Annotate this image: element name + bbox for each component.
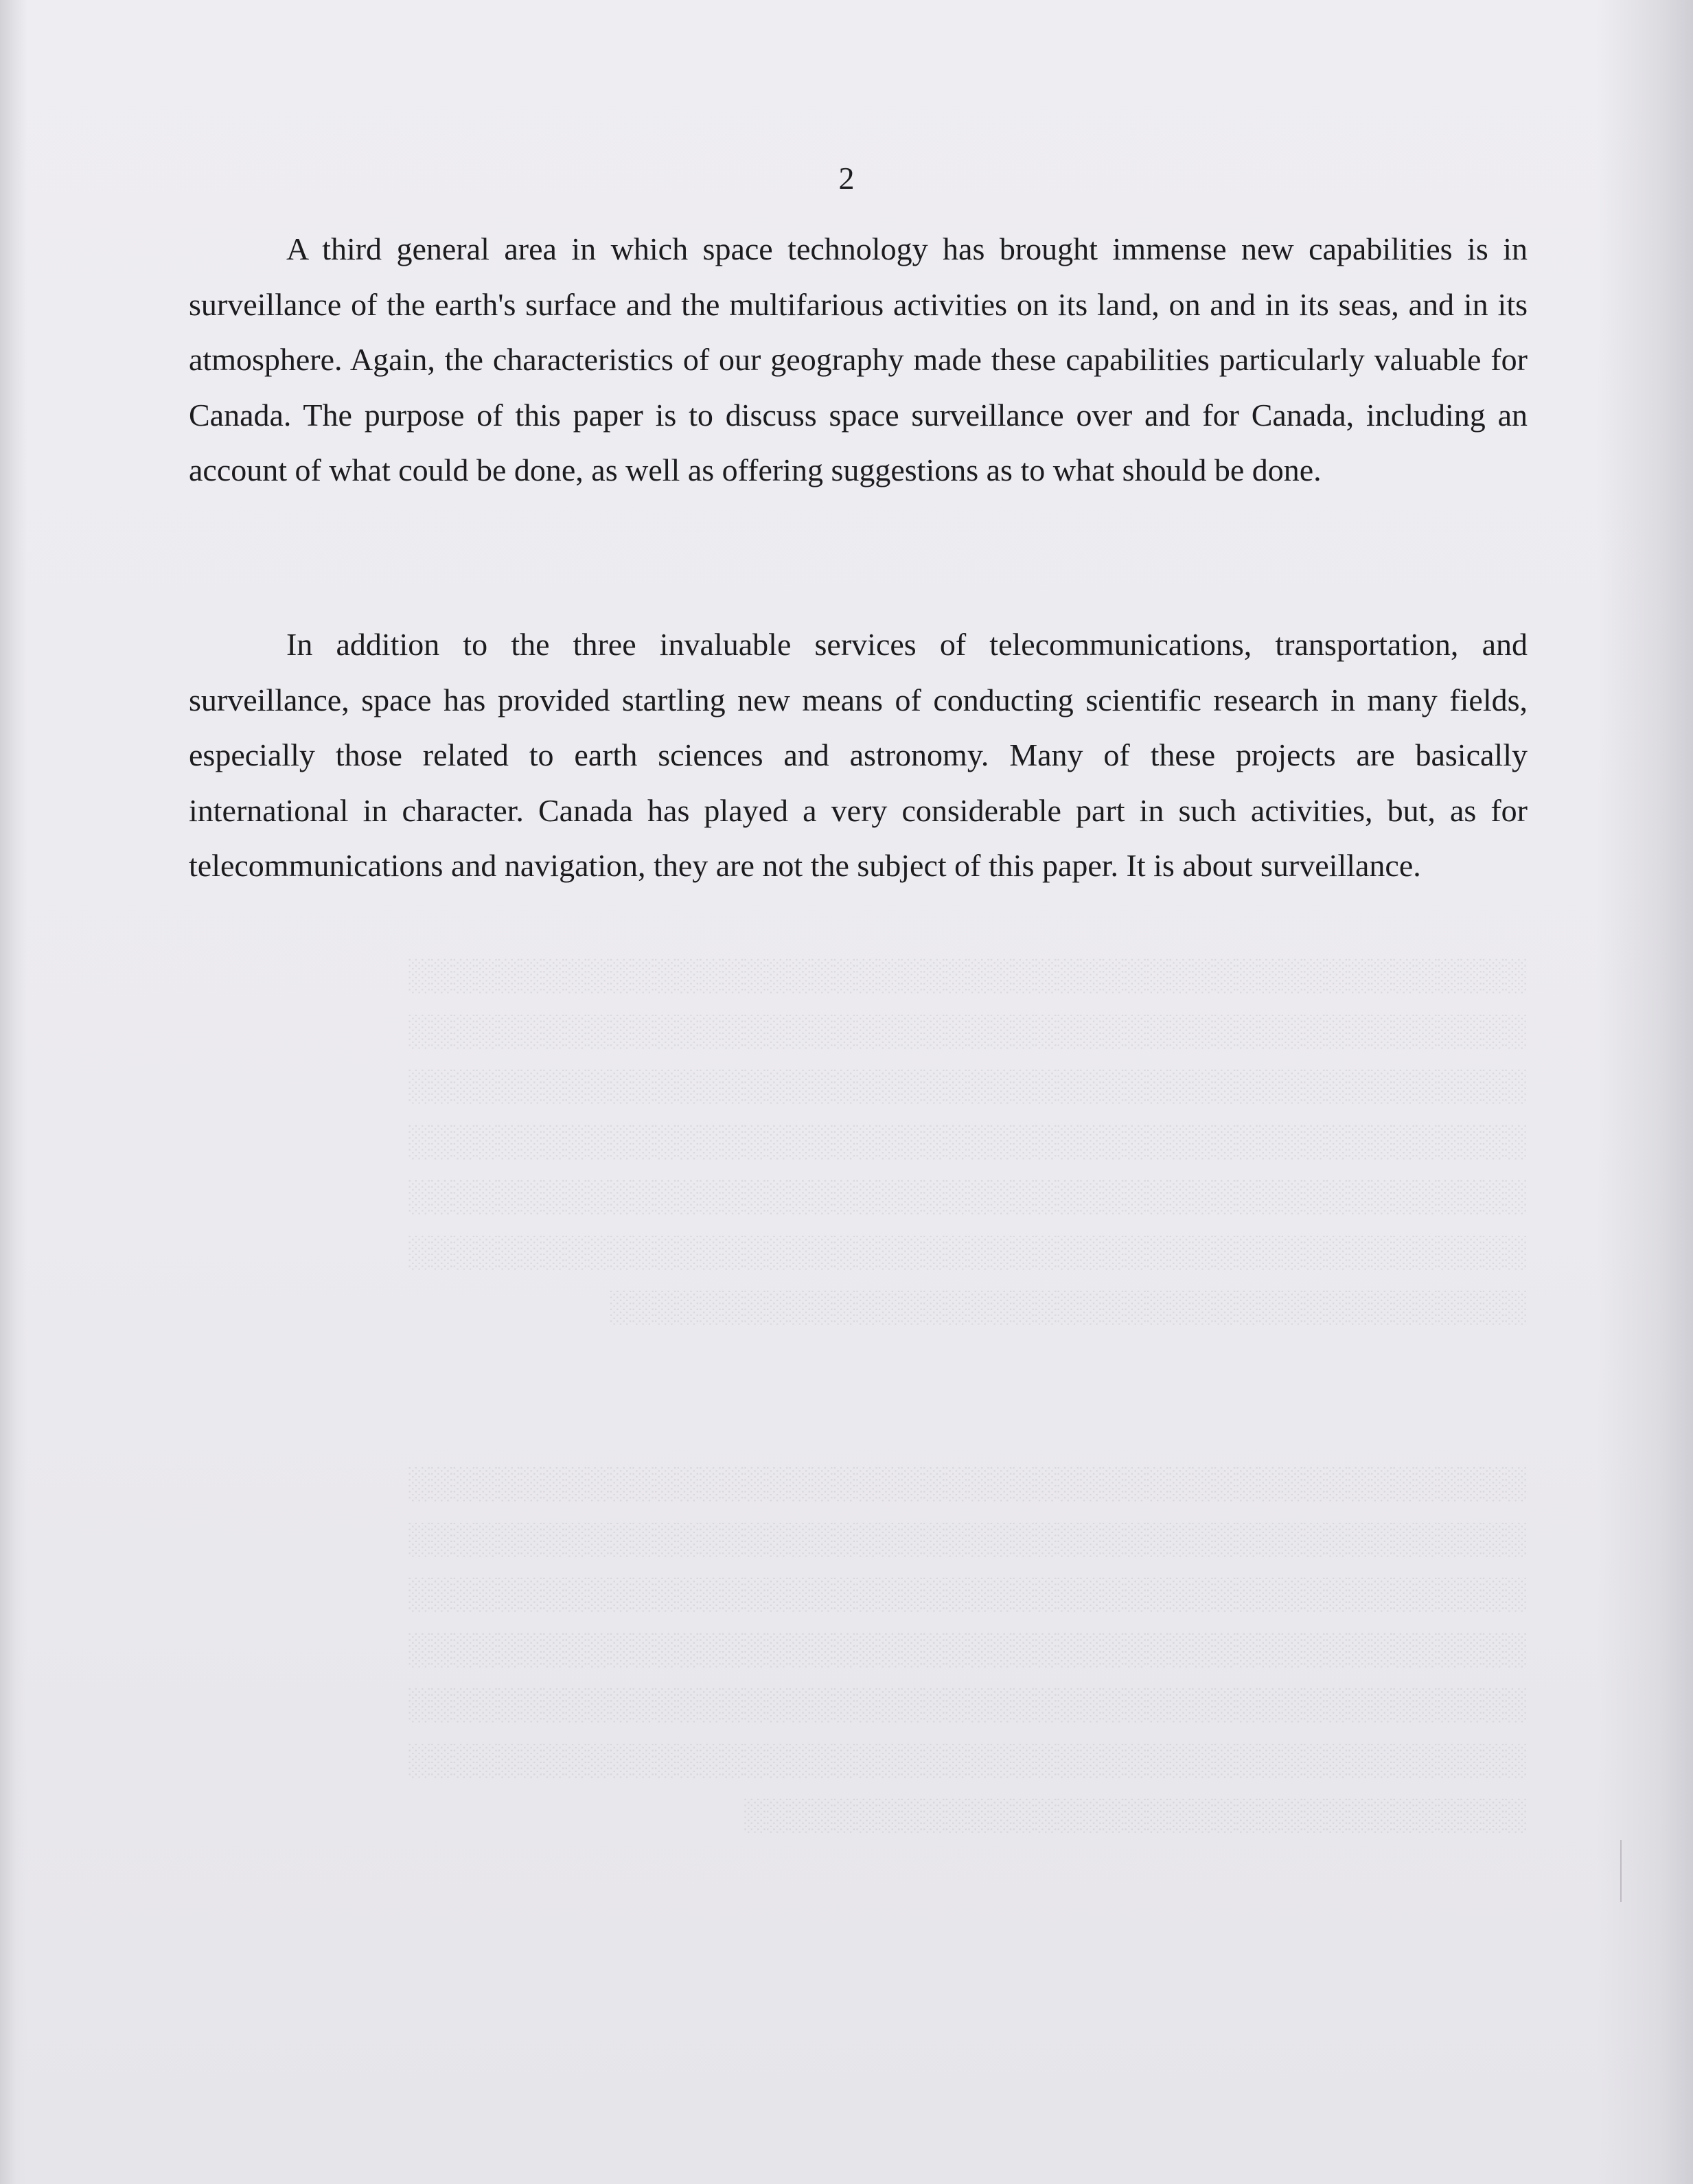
page-right-edge-shadow	[1597, 0, 1693, 2184]
body-paragraph: A third general area in which space technology has brought immense new capabilities is in surveillance of the earth's surface and the multifarious activities on its land, on and in its seas, and in its atmosphere. Again, the characteristics of our geography made these capabilities particularly valuable for Canada. The purpose of this paper is to discuss space surveillance over and for Canada, including an account of what could be done, as well as offering suggestions as to what should be done.	[189, 231, 1528, 487]
body-paragraph: In addition to the three invaluable services of telecommunications, transportation, and surveillance, space has provided startling new means of conducting scientific research in many fields, especially those related to earth sciences and astronomy. Many of these projects are basically international in character. Canada has played a very considerable part in such activities, but, as for telecommunications and navigation, they are not the subject of this paper. It is about surveillance.	[189, 627, 1528, 883]
page-number: 2	[838, 161, 855, 196]
reverse-side-bleed-through: ░░░░░░░░░░░░░░░░░░░░░░░░░░░░░░░░░░░░░░░░░░░░░░░░░░ ░░░░░░░░░░░░░░░░░░░░░░░░░░░░░░░░░░░░░░░░░░░░░░░░░░ ░░░░░░░░░░░░░░░░░░░░░░░░░░░░░░░░░░░░░░░░░░░░░░░░░░ ░░░░░░░░░░░░░░░░░░░░░░░░░░░░░░░░░░░░░░░░░░░░░░░░░░ ░░░░░░░░░░░░░░░░░░░░░░░░░░░░░░░░░░░░░░░░░░░░░░░░░░ ░░░░░░░░░░░░░░░░░░░░░░░░░░░░░░░░░░░░░░░░░░░░░░░░░░ ░░░░░░░░░░░░░░░░░░░░░░░░░░░░░░░░░░░░░░░░░	[408, 957, 1528, 1324]
reverse-side-bleed-through: ░░░░░░░░░░░░░░░░░░░░░░░░░░░░░░░░░░░░░░░░░░░░░░░░░░ ░░░░░░░░░░░░░░░░░░░░░░░░░░░░░░░░░░░░░░░░░░░░░░░░░░ ░░░░░░░░░░░░░░░░░░░░░░░░░░░░░░░░░░░░░░░░░░░░░░░░░░ ░░░░░░░░░░░░░░░░░░░░░░░░░░░░░░░░░░░░░░░░░░░░░░░░░░ ░░░░░░░░░░░░░░░░░░░░░░░░░░░░░░░░░░░░░░░░░░░░░░░░░░ ░░░░░░░░░░░░░░░░░░░░░░░░░░░░░░░░░░░░░░░░░░░░░░░░░░ ░░░░░░░░░░░░░░░░░░░░░░░░░░░░░░░░░░░	[408, 1465, 1528, 1832]
paper-crease-mark	[1620, 1840, 1622, 1902]
page-left-edge-shadow	[0, 0, 27, 2184]
